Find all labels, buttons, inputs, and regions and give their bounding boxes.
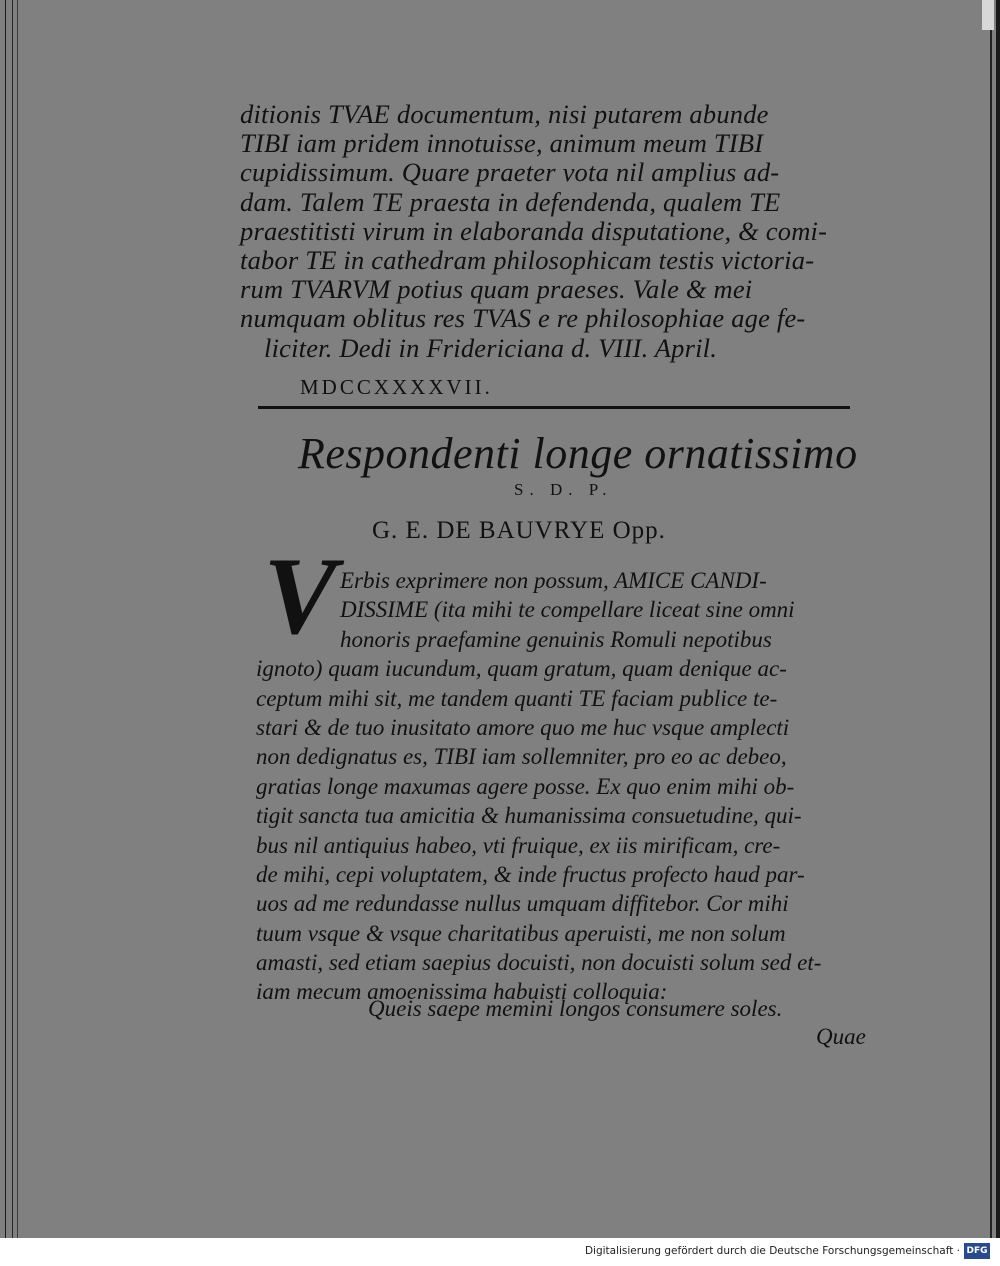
verse-quotation: Queis saepe memini longos consumere soles. — [368, 996, 783, 1021]
text-line: TIBI iam pridem innotuisse, animum meum TIBI — [240, 128, 764, 159]
footer-bar — [0, 1238, 1000, 1266]
decorative-initial: V — [263, 535, 337, 657]
letter-closing-text — [240, 100, 860, 363]
catchword: Quae — [816, 1024, 866, 1049]
text-line: honoris praefamine genuinis Romuli nepotibus — [340, 626, 772, 652]
text-line: tuum vsque & vsque charitatibus aperuisti, me non solum — [256, 920, 786, 946]
text-line: ditionis TVAE documentum, nisi putarem abunde — [240, 99, 769, 129]
text-line: amasti, sed etiam saepius docuisti, non docuisti solum sed et- — [256, 950, 822, 976]
text-line: cupidissimum. Quare praeter vota nil amplius ad- — [240, 157, 780, 188]
text-line: non dedignatus es, TIBI iam sollemniter, pro eo ac debeo, — [256, 744, 787, 770]
text-line: bus nil antiquius habeo, vti fruique, ex iis mirificam, cre- — [256, 832, 781, 858]
book-edge-line — [996, 0, 1000, 1238]
text-line: uos ad me redundasse nullus umquam diffitebor. Cor mihi — [256, 891, 789, 917]
text-line: stari & de tuo inusitato amore quo me huc vsque amplecti — [256, 714, 790, 740]
book-edge-line — [17, 0, 18, 1238]
text-line: ceptum mihi sit, me tandem quanti TE faciam publice te- — [256, 685, 778, 711]
funding-credit: Digitalisierung gefördert durch die Deutsche Forschungsgemeinschaft · — [584, 1245, 960, 1257]
book-edge-line — [12, 0, 13, 1238]
text-line: tigit sancta tua amicitia & humanissima consuetudine, qui- — [256, 803, 802, 829]
text-line: gratias longe maxumas agere posse. Ex quo enim mihi ob- — [256, 773, 795, 799]
dfg-logo[interactable]: DFG — [964, 1243, 990, 1259]
author-line: G. E. DE BAUVRYE Opp. — [372, 517, 666, 544]
text-line: numquam oblitus res TVAS e re philosophiae age fe- — [240, 303, 806, 334]
letter-body-text — [256, 566, 876, 1007]
text-line: de mihi, cepi voluptatem, & inde fructus profecto haud par- — [256, 861, 805, 887]
text-line: iam mecum amoenissima habuisti colloquia: — [256, 979, 668, 1005]
text-line: rum TVARVM potius quam praeses. Vale & mei — [240, 274, 753, 305]
book-edge-line — [5, 0, 6, 1238]
section-heading: Respondenti longe ornatissimo — [298, 429, 858, 478]
text-line: Erbis exprimere non possum, AMICE CANDI- — [340, 568, 767, 593]
salutation: S. D. P. — [514, 480, 613, 499]
text-line: DISSIME (ita mihi te compellare liceat sine omni — [340, 597, 795, 623]
text-line: ignoto) quam iucundum, quam gratum, quam denique ac- — [256, 656, 787, 682]
text-line: liciter. Dedi in Fridericiana d. VIII. April. — [264, 332, 718, 363]
date-line: MDCCXXXXVII. — [300, 375, 493, 399]
book-edge-line — [990, 0, 992, 1238]
text-line: dam. Talem TE praesta in defendenda, qualem TE — [240, 186, 781, 217]
text-line: tabor TE in cathedram philosophicam testis victoria- — [240, 244, 815, 275]
page-corner — [982, 0, 994, 30]
section-divider — [258, 406, 850, 409]
text-line: praestitisti virum in elaboranda disputatione, & comi- — [240, 215, 828, 246]
